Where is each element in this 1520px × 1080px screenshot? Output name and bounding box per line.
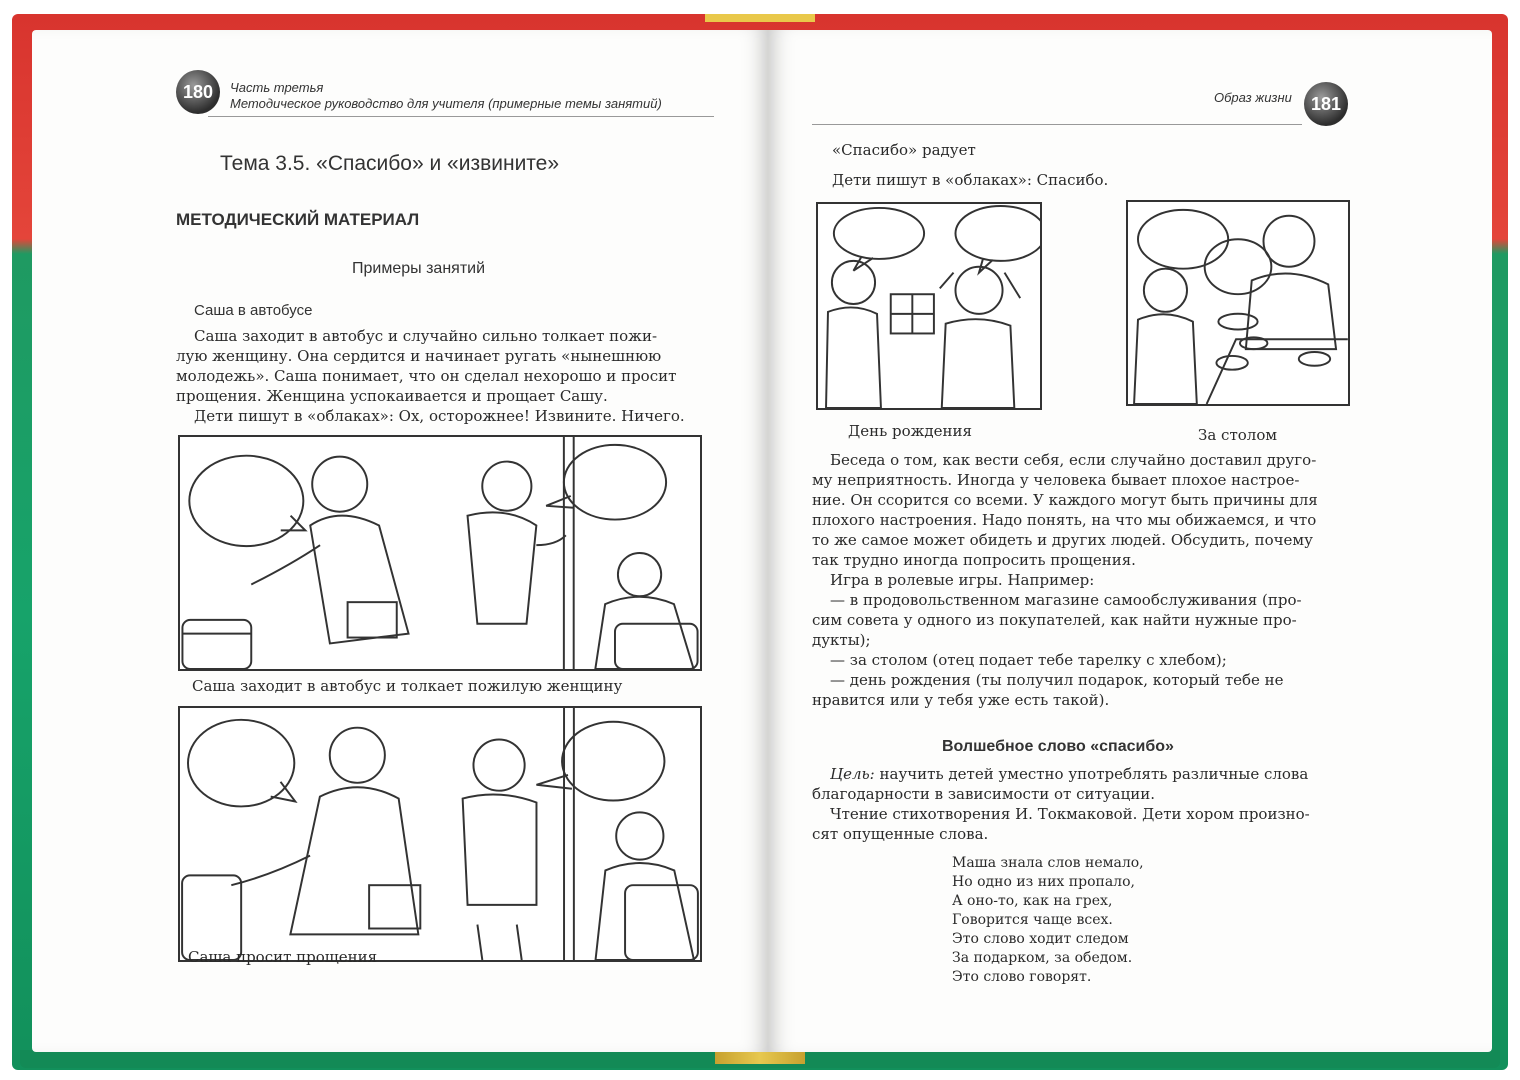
text-line: благодарности в зависимости от ситуации. <box>812 785 1155 803</box>
text-line: — день рождения (ты получил подарок, который тебе не <box>830 671 1284 689</box>
text-line: Саша заходит в автобус и случайно сильно толкает пожи- <box>194 327 658 345</box>
spine-top-band <box>705 14 815 22</box>
poem-line: За подарком, за обедом. <box>952 950 1133 966</box>
speech-bubble <box>955 206 1040 261</box>
boy-head <box>482 462 531 511</box>
teacup <box>1216 356 1247 370</box>
speech-bubble <box>188 720 294 807</box>
woman-head <box>312 457 367 512</box>
bus-illustration-1 <box>178 435 702 671</box>
goal-text: научить детей уместно употреблять различные слова <box>874 765 1309 783</box>
poem <box>952 854 1144 987</box>
left-page <box>32 30 768 1052</box>
speech-bubble <box>189 456 303 546</box>
poem-line: А оно-то, как на грех, <box>952 893 1113 909</box>
left-header-rule <box>208 116 714 117</box>
goal-paragraph <box>812 764 1348 844</box>
boy-head <box>832 261 875 304</box>
passenger-head <box>618 553 661 596</box>
text-line: ние. Он ссорится со всеми. У каждого могут быть причины для <box>812 491 1318 509</box>
table-illustration <box>1126 200 1350 406</box>
section-heading: МЕТОДИЧЕСКИЙ МАТЕРИАЛ <box>176 210 420 229</box>
speech-bubble <box>1205 239 1272 294</box>
text-line: Дети пишут в «облаках»: Ох, осторожнее! Извините. Ничего. <box>194 407 685 425</box>
caption-table: За столом <box>1198 426 1278 444</box>
right-header-rule <box>812 124 1302 125</box>
text-line: Чтение стихотворения И. Токмаковой. Дети хором произно- <box>830 805 1310 823</box>
birthday-illustration <box>816 202 1042 410</box>
intro-line: Дети пишут в «облаках»: Спасибо. <box>832 171 1109 189</box>
boy-head <box>473 740 524 791</box>
poem-line: Это слово говорят. <box>952 969 1092 985</box>
passenger-head <box>616 812 663 859</box>
speech-bubble <box>564 445 666 520</box>
poem-line: Маша знала слов немало, <box>952 855 1144 871</box>
caption-birthday: День рождения <box>848 422 973 440</box>
text-line: молодежь». Саша понимает, что он сделал нехорошо и просит <box>176 367 677 385</box>
text-line: — в продовольственном магазине самообслуживания (про- <box>830 591 1302 609</box>
poem-line: Это слово ходит следом <box>952 931 1129 947</box>
story-paragraph <box>176 326 716 426</box>
text-line: лую женщину. Она сердится и начинает ругать «нынешнюю <box>176 347 662 365</box>
left-header-part: Часть третья <box>230 80 324 95</box>
text-line: нравится или у тебя уже есть такой). <box>812 691 1110 709</box>
left-header-subtitle: Методическое руководство для учителя (примерные темы занятий) <box>230 96 662 111</box>
text-line: то же самое может обидеть и других людей. Обсудить, почему <box>812 531 1313 549</box>
poem-line: Говорится чаще всех. <box>952 912 1113 928</box>
text-line: Игра в ролевые игры. Например: <box>830 571 1095 589</box>
right-page <box>768 30 1492 1052</box>
caption-2: Саша просит прощения <box>188 948 378 966</box>
intro-title: «Спасибо» радует <box>832 141 976 159</box>
goal-label: Цель: <box>830 765 875 783</box>
text-line: так трудно иногда попросить прощения. <box>812 551 1136 569</box>
plate <box>1218 314 1257 330</box>
text-line: му неприятность. Иногда у человека бывает плохое настрое- <box>812 471 1300 489</box>
teacup <box>1299 352 1330 366</box>
discussion-paragraph <box>812 450 1348 710</box>
story-title: Саша в автобусе <box>194 302 313 319</box>
speech-bubble <box>834 208 924 259</box>
text-line: — за столом (отец подает тебе тарелку с хлебом); <box>830 651 1227 669</box>
right-header: Образ жизни <box>1214 90 1292 105</box>
text-line: плохого настроения. Надо понять, на что мы обижаемся, и что <box>812 511 1317 529</box>
text-line: прощения. Женщина успокаивается и прощает Сашу. <box>176 387 608 405</box>
speech-bubble <box>1138 210 1228 269</box>
text-line: сим совета у одного из покупателей, как найти нужные про- <box>812 611 1297 629</box>
woman-head <box>1263 216 1314 267</box>
caption-1: Саша заходит в автобус и толкает пожилую женщину <box>192 677 623 695</box>
subheading: Примеры занятий <box>352 260 486 277</box>
text-line: дукты); <box>812 631 871 649</box>
page-number-left: 180 <box>176 70 220 114</box>
poem-line: Но одно из них пропало, <box>952 874 1135 890</box>
text-line: Беседа о том, как вести себя, если случайно доставил друго- <box>830 451 1317 469</box>
section2-heading: Волшебное слово «спасибо» <box>942 738 1174 755</box>
page-number-right: 181 <box>1304 82 1348 126</box>
topic-title: Тема 3.5. «Спасибо» и «извините» <box>220 152 560 175</box>
goal-line <box>812 764 1348 784</box>
text-line: сят опущенные слова. <box>812 825 989 843</box>
handbag <box>348 602 397 637</box>
speech-bubble <box>562 722 664 801</box>
woman-head <box>330 728 385 783</box>
boy-head <box>1144 269 1187 312</box>
bus-illustration-2 <box>178 706 702 962</box>
